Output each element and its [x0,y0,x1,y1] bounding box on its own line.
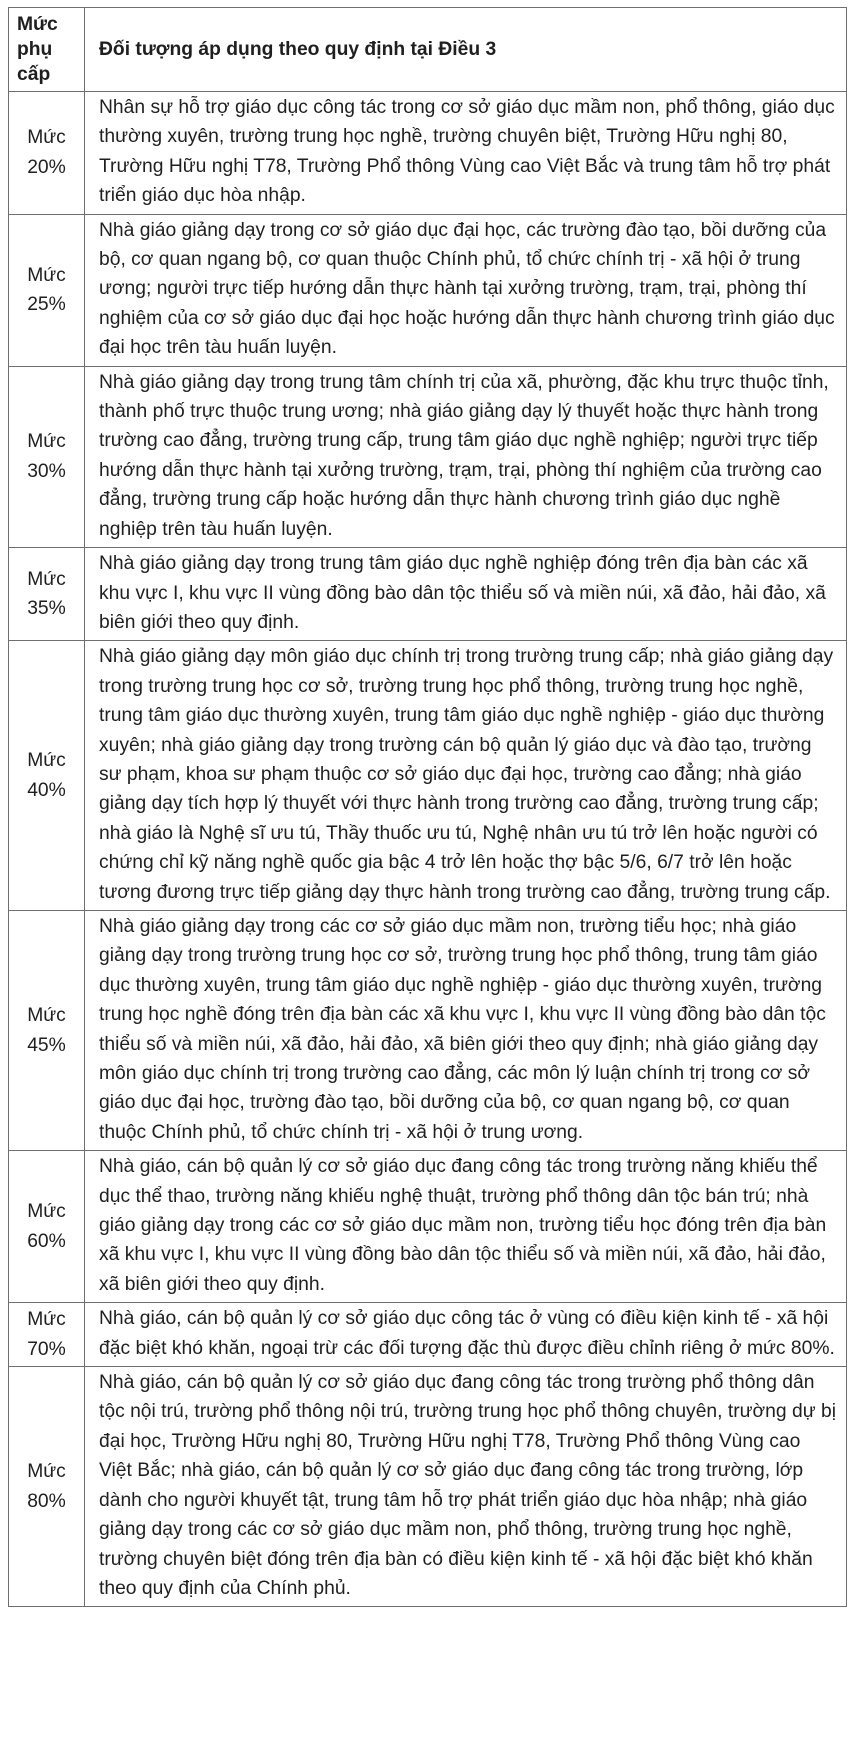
level-percent: 70% [27,1338,66,1360]
level-cell: Mức 40% [9,641,85,911]
level-cell: Mức 45% [9,910,85,1150]
level-percent: 20% [27,156,66,178]
level-cell: Mức 70% [9,1303,85,1367]
level-percent: 60% [27,1230,66,1252]
table-header-row [9,8,847,92]
level-cell: Mức 20% [9,92,85,215]
table-row [9,548,847,641]
level-cell: Mức 60% [9,1151,85,1303]
table-row [9,641,847,911]
header-applicable-subjects: Đối tượng áp dụng theo quy định tại Điều 3 [85,8,847,92]
level-percent: 45% [27,1034,66,1056]
table-row [9,1367,847,1607]
level-cell: Mức 30% [9,366,85,547]
description-cell: Nhà giáo giảng dạy trong trung tâm chính trị của xã, phường, đặc khu trực thuộc tỉnh, thành phố trực thuộc trung ương; nhà giáo giảng dạy lý thuyết hoặc thực hành trong trường cao đẳng, trường trung cấp, trung tâm giáo dục nghề nghiệp; người trực tiếp hướng dẫn thực hành tại xưởng trường, trạm, trại, phòng thí nghiệm của trường cao đẳng, trường trung cấp hoặc hướng dẫn thực hành chương trình giáo dục nghề nghiệp trên tàu huấn luyện. [85,366,847,547]
allowance-table [8,7,847,1607]
description-cell: Nhân sự hỗ trợ giáo dục công tác trong cơ sở giáo dục mầm non, phổ thông, giáo dục thường xuyên, trường trung học nghề, trường chuyên biệt, Trường Hữu nghị 80, Trường Hữu nghị T78, Trường Phổ thông Vùng cao Việt Bắc và trung tâm hỗ trợ phát triển giáo dục hòa nhập. [85,92,847,215]
description-cell: Nhà giáo, cán bộ quản lý cơ sở giáo dục đang công tác trong trường phổ thông dân tộc nội trú, trường phổ thông nội trú, trường trung học phổ thông chuyên, trường dự bị đại học, Trường Hữu nghị 80, Trường Hữu nghị T78, Trường Phổ thông Vùng cao Việt Bắc; nhà giáo, cán bộ quản lý cơ sở giáo dục đang công tác trong trường, lớp dành cho người khuyết tật, trung tâm hỗ trợ phát triển giáo dục hòa nhập; nhà giáo giảng dạy trong các cơ sở giáo dục mầm non, phổ thông, trường trung học nghề, trường chuyên biệt đóng trên địa bàn có điều kiện kinh tế - xã hội đặc biệt khó khăn theo quy định của Chính phủ. [85,1367,847,1607]
table-row [9,910,847,1150]
level-percent: 40% [27,779,66,801]
table-row [9,366,847,547]
level-cell: Mức 80% [9,1367,85,1607]
header-line: phụ [17,39,53,60]
level-cell: Mức 25% [9,214,85,366]
level-cell: Mức 35% [9,548,85,641]
description-cell: Nhà giáo giảng dạy trong cơ sở giáo dục đại học, các trường đào tạo, bồi dưỡng của bộ, cơ quan ngang bộ, cơ quan thuộc Chính phủ, tổ chức chính trị - xã hội ở trung ương; người trực tiếp hướng dẫn thực hành tại xưởng trường, trạm, trại, phòng thí nghiệm của cơ sở giáo dục đại học hoặc hướng dẫn thực hành chương trình giáo dục đại học trên tàu huấn luyện. [85,214,847,366]
description-cell: Nhà giáo, cán bộ quản lý cơ sở giáo dục công tác ở vùng có điều kiện kinh tế - xã hội đặc biệt khó khăn, ngoại trừ các đối tượng đặc thù được điều chỉnh riêng ở mức 80%. [85,1303,847,1367]
level-percent: 25% [27,294,66,316]
level-percent: 30% [27,460,66,482]
description-cell: Nhà giáo giảng dạy trong trung tâm giáo dục nghề nghiệp đóng trên địa bàn các xã khu vực I, khu vực II vùng đồng bào dân tộc thiểu số và miền núi, xã đảo, hải đảo, xã biên giới theo quy định. [85,548,847,641]
table-row [9,214,847,366]
table-row [9,92,847,215]
description-cell: Nhà giáo giảng dạy môn giáo dục chính trị trong trường trung cấp; nhà giáo giảng dạy trong trường trung học cơ sở, trường trung học phổ thông, trường trung học nghề, trung tâm giáo dục thường xuyên, trung tâm giáo dục nghề nghiệp - giáo dục thường xuyên; nhà giáo giảng dạy trong trường cán bộ quản lý giáo dục và đào tạo, trường sư phạm, khoa sư phạm thuộc cơ sở giáo dục đại học, trường cao đẳng; nhà giáo giảng dạy tích hợp lý thuyết với thực hành trong trường cao đẳng, trường trung cấp; nhà giáo là Nghệ sĩ ưu tú, Thầy thuốc ưu tú, Nghệ nhân ưu tú trở lên hoặc người có chứng chỉ kỹ năng nghề quốc gia bậc 4 trở lên hoặc thợ bậc 5/6, 6/7 trở lên hoặc tương đương trực tiếp giảng dạy thực hành trong trường cao đẳng, trường trung cấp. [85,641,847,911]
level-percent: 80% [27,1490,66,1512]
level-percent: 35% [27,598,66,620]
header-allowance-level [9,8,85,92]
description-cell: Nhà giáo, cán bộ quản lý cơ sở giáo dục đang công tác trong trường năng khiếu thể dục thể thao, trường năng khiếu nghệ thuật, trường phổ thông dân tộc bán trú; nhà giáo giảng dạy trong các cơ sở giáo dục mầm non, trường tiểu học đóng trên địa bàn xã khu vực I, khu vực II vùng đồng bào dân tộc thiểu số và miền núi, xã đảo, hải đảo, xã biên giới theo quy định. [85,1151,847,1303]
header-line: Mức [17,14,58,35]
description-cell: Nhà giáo giảng dạy trong các cơ sở giáo dục mầm non, trường tiểu học; nhà giáo giảng dạy trong trường trung học cơ sở, trường trung học phổ thông, trung tâm giáo dục thường xuyên, trung tâm giáo dục nghề nghiệp - giáo dục thường xuyên, trường trung học nghề đóng trên địa bàn các xã khu vực I, khu vực II vùng đồng bào dân tộc thiểu số và miền núi, xã đảo, hải đảo, xã biên giới theo quy định; nhà giáo giảng dạy môn giáo dục chính trị trong trường cao đẳng, các môn lý luận chính trị trong cơ sở giáo dục đại học, trường đào tạo, bồi dưỡng của bộ, cơ quan ngang bộ, cơ quan thuộc Chính phủ, tổ chức chính trị - xã hội ở trung ương. [85,910,847,1150]
table-row [9,1303,847,1367]
header-line: cấp [17,64,51,85]
table-row [9,1151,847,1303]
